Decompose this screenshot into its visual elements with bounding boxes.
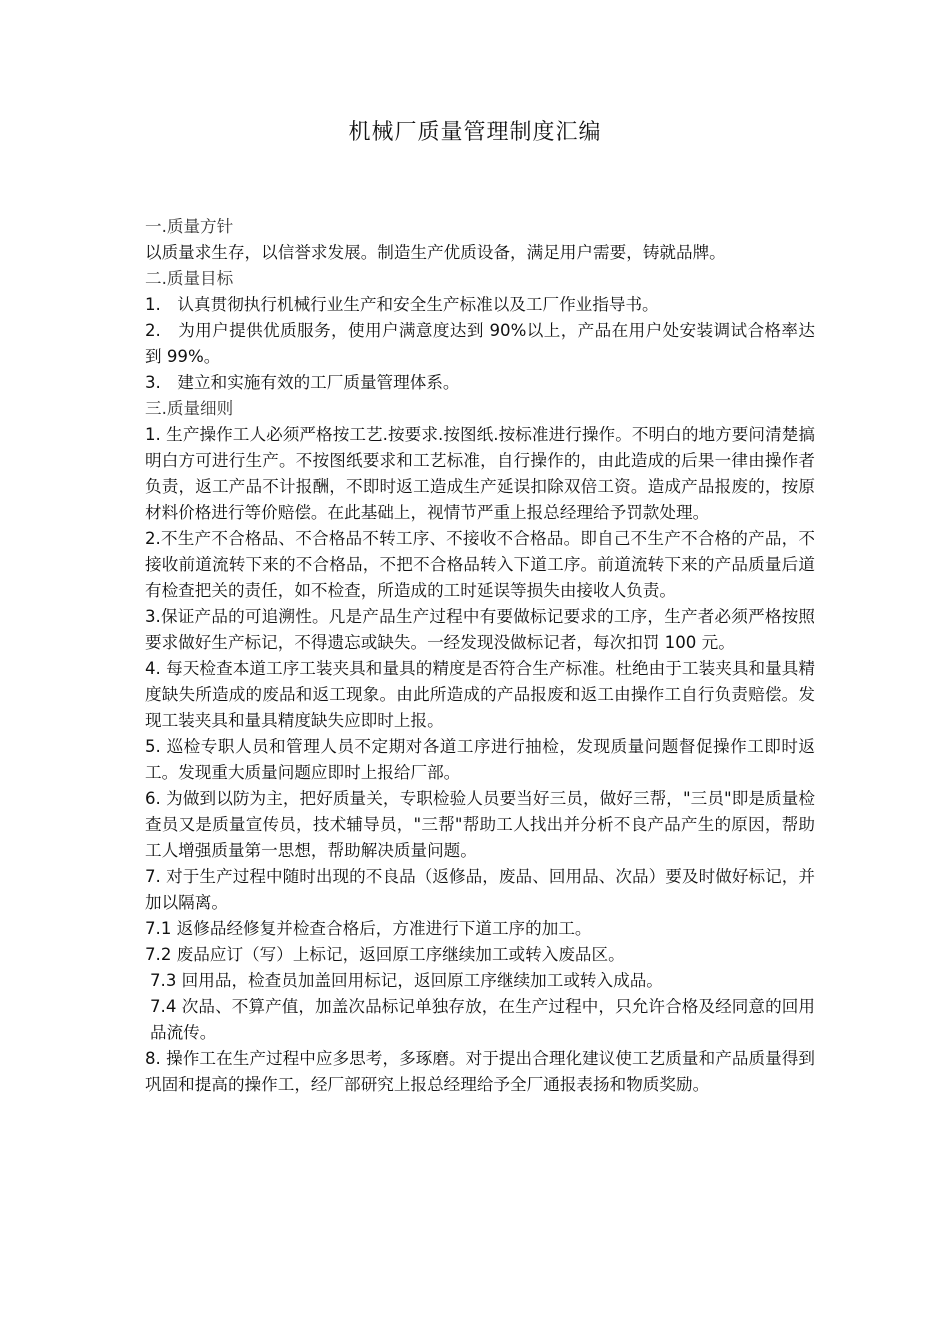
section-heading-policy: 一.质量方针 xyxy=(145,217,234,236)
document-title: 机械厂质量管理制度汇编 xyxy=(348,120,602,145)
paragraph: 以质量求生存，以信誉求发展。制造生产优质设备，满足用户需要，铸就品牌。 xyxy=(145,243,726,262)
paragraph: 7.3 回用品，检查员加盖回用标记，返回原工序继续加工或转入成品。 xyxy=(150,971,663,990)
section-heading-rules: 三.质量细则 xyxy=(145,399,234,418)
document-body xyxy=(145,214,815,1098)
paragraph: 7.1 返修品经修复并检查合格后，方准进行下道工序的加工。 xyxy=(145,919,592,938)
paragraph: 8. 操作工在生产过程中应多思考，多琢磨。对于提出合理化建议使工艺质量和产品质量得到巩固和提高的操作工，经厂部研究上报总经理给予全厂通报表扬和物质奖励。 xyxy=(145,1049,815,1094)
paragraph: 2. 为用户提供优质服务，使用户满意度达到 90%以上，产品在用户处安装调试合格率达到 99%。 xyxy=(145,321,815,366)
section-heading-goals: 二.质量目标 xyxy=(145,269,234,288)
paragraph: 7.2 废品应订（写）上标记，返回原工序继续加工或转入废品区。 xyxy=(145,945,625,964)
paragraph: 5. 巡检专职人员和管理人员不定期对各道工序进行抽检，发现质量问题督促操作工即时返工。发现重大质量问题应即时上报给厂部。 xyxy=(145,737,815,782)
paragraph: 7.4 次品、不算产值，加盖次品标记单独存放，在生产过程中，只允许合格及经同意的回用品流传。 xyxy=(150,997,815,1042)
paragraph: 2.不生产不合格品、不合格品不转工序、不接收不合格品。即自己不生产不合格的产品，不接收前道流转下来的不合格品，不把不合格品转入下道工序。前道流转下来的产品质量后道有检查把关的责任，如不检查，所造成的工时延误等损失由接收人负责。 xyxy=(145,529,815,600)
paragraph: 3.保证产品的可追溯性。凡是产品生产过程中有要做标记要求的工序，生产者必须严格按照要求做好生产标记，不得遗忘或缺失。一经发现没做标记者，每次扣罚 100 元。 xyxy=(145,607,815,652)
paragraph: 7. 对于生产过程中随时出现的不良品（返修品，废品、回用品、次品）要及时做好标记，并加以隔离。 xyxy=(145,867,815,912)
paragraph: 6. 为做到以防为主，把好质量关，专职检验人员要当好三员，做好三帮，"三员"即是质量检查员又是质量宣传员，技术辅导员，"三帮"帮助工人找出并分析不良产品产生的原因，帮助工人增强质量第一思想，帮助解决质量问题。 xyxy=(145,789,815,860)
paragraph: 1. 认真贯彻执行机械行业生产和安全生产标准以及工厂作业指导书。 xyxy=(145,295,659,314)
paragraph: 4. 每天检查本道工序工装夹具和量具的精度是否符合生产标准。杜绝由于工装夹具和量具精度缺失所造成的废品和返工现象。由此所造成的产品报废和返工由操作工自行负责赔偿。发现工装夹具和量具精度缺失应即时上报。 xyxy=(145,659,815,730)
paragraph: 3. 建立和实施有效的工厂质量管理体系。 xyxy=(145,373,460,392)
paragraph: 1. 生产操作工人必须严格按工艺.按要求.按图纸.按标准进行操作。不明白的地方要问清楚搞明白方可进行生产。不按图纸要求和工艺标准，自行操作的，由此造成的后果一律由操作者负责，返工产品不计报酬，不即时返工造成生产延误扣除双倍工资。造成产品报废的，按原材料价格进行等价赔偿。在此基础上，视情节严重上报总经理给予罚款处理。 xyxy=(145,425,815,522)
